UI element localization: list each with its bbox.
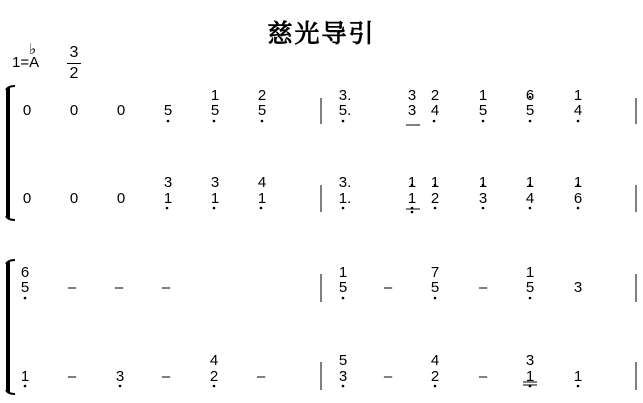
note: 0 bbox=[69, 102, 79, 119]
note: 1 bbox=[20, 368, 30, 385]
note: 1 bbox=[210, 190, 220, 207]
note: 1. bbox=[338, 190, 352, 207]
note: 1 bbox=[573, 174, 583, 191]
note: 5 bbox=[20, 279, 30, 296]
note: 1 bbox=[338, 264, 348, 281]
note: 4 bbox=[573, 102, 583, 119]
note: 1 bbox=[573, 368, 583, 385]
note: 3 bbox=[115, 368, 125, 385]
note: 3 bbox=[478, 190, 488, 207]
note: 2 bbox=[209, 368, 219, 385]
note: 1 bbox=[478, 87, 488, 104]
note: 5 bbox=[210, 102, 220, 119]
note: 1 bbox=[210, 87, 220, 104]
time-numerator: 3 bbox=[69, 44, 79, 61]
duration-underlines bbox=[406, 125, 537, 385]
score-title: 慈光导引 bbox=[267, 19, 376, 48]
note: 2 bbox=[430, 87, 440, 104]
dash: – bbox=[161, 279, 171, 296]
note: 3 bbox=[525, 352, 535, 369]
note: 3. bbox=[338, 174, 352, 191]
dash: – bbox=[256, 368, 266, 385]
note: 4 bbox=[430, 352, 440, 369]
note: 1 bbox=[478, 174, 488, 191]
note: 5 bbox=[430, 279, 440, 296]
note: 5 bbox=[257, 102, 267, 119]
note: 3 bbox=[210, 174, 220, 191]
note: 2 bbox=[257, 87, 267, 104]
note: 4 bbox=[430, 102, 440, 119]
time-denominator: 2 bbox=[69, 65, 79, 82]
note: 1 bbox=[525, 174, 535, 191]
note: 3 bbox=[573, 279, 583, 296]
note: 4 bbox=[257, 174, 267, 191]
note: 1 bbox=[525, 368, 535, 385]
note: 5 bbox=[525, 102, 535, 119]
note: 1 bbox=[525, 264, 535, 281]
note: 1 bbox=[407, 190, 417, 207]
note: 5 bbox=[163, 102, 173, 119]
note: 0 bbox=[116, 102, 126, 119]
note: 0 bbox=[22, 102, 32, 119]
note: 5 bbox=[338, 279, 348, 296]
note: 4 bbox=[525, 190, 535, 207]
key-prefix: 1= bbox=[12, 54, 30, 71]
dash: – bbox=[161, 368, 171, 385]
note: 1 bbox=[407, 174, 417, 191]
note: 5. bbox=[338, 102, 352, 119]
note: 2 bbox=[430, 190, 440, 207]
note: 3 bbox=[163, 174, 173, 191]
note: 0 bbox=[69, 190, 79, 207]
note: 6 bbox=[20, 264, 30, 281]
note: 3 bbox=[338, 368, 348, 385]
note: 0 bbox=[116, 190, 126, 207]
note: 2 bbox=[430, 368, 440, 385]
note: 0 bbox=[22, 190, 32, 207]
note: 7 bbox=[430, 264, 440, 281]
dash: – bbox=[114, 279, 124, 296]
note: 1 bbox=[573, 87, 583, 104]
dash: – bbox=[67, 279, 77, 296]
note: 6 bbox=[525, 87, 535, 104]
note: 3 bbox=[407, 87, 417, 104]
note: 1 bbox=[257, 190, 267, 207]
note: 1 bbox=[163, 190, 173, 207]
dash: – bbox=[478, 279, 488, 296]
note: 5 bbox=[525, 279, 535, 296]
note: 1 bbox=[430, 174, 440, 191]
note: 5 bbox=[478, 102, 488, 119]
note: 3. bbox=[338, 87, 352, 104]
dash: – bbox=[67, 368, 77, 385]
dash: – bbox=[383, 368, 393, 385]
note: 3 bbox=[407, 102, 417, 119]
dash: – bbox=[383, 279, 393, 296]
flat-sign: ♭ bbox=[29, 41, 37, 58]
key-letter: A bbox=[29, 54, 40, 71]
note: 6 bbox=[573, 190, 583, 207]
note: 4 bbox=[209, 352, 219, 369]
note: 5 bbox=[338, 352, 348, 369]
system-2-bracket bbox=[6, 260, 15, 394]
system-1-bracket bbox=[6, 86, 15, 220]
octave-dots bbox=[24, 96, 580, 388]
dash: – bbox=[478, 368, 488, 385]
